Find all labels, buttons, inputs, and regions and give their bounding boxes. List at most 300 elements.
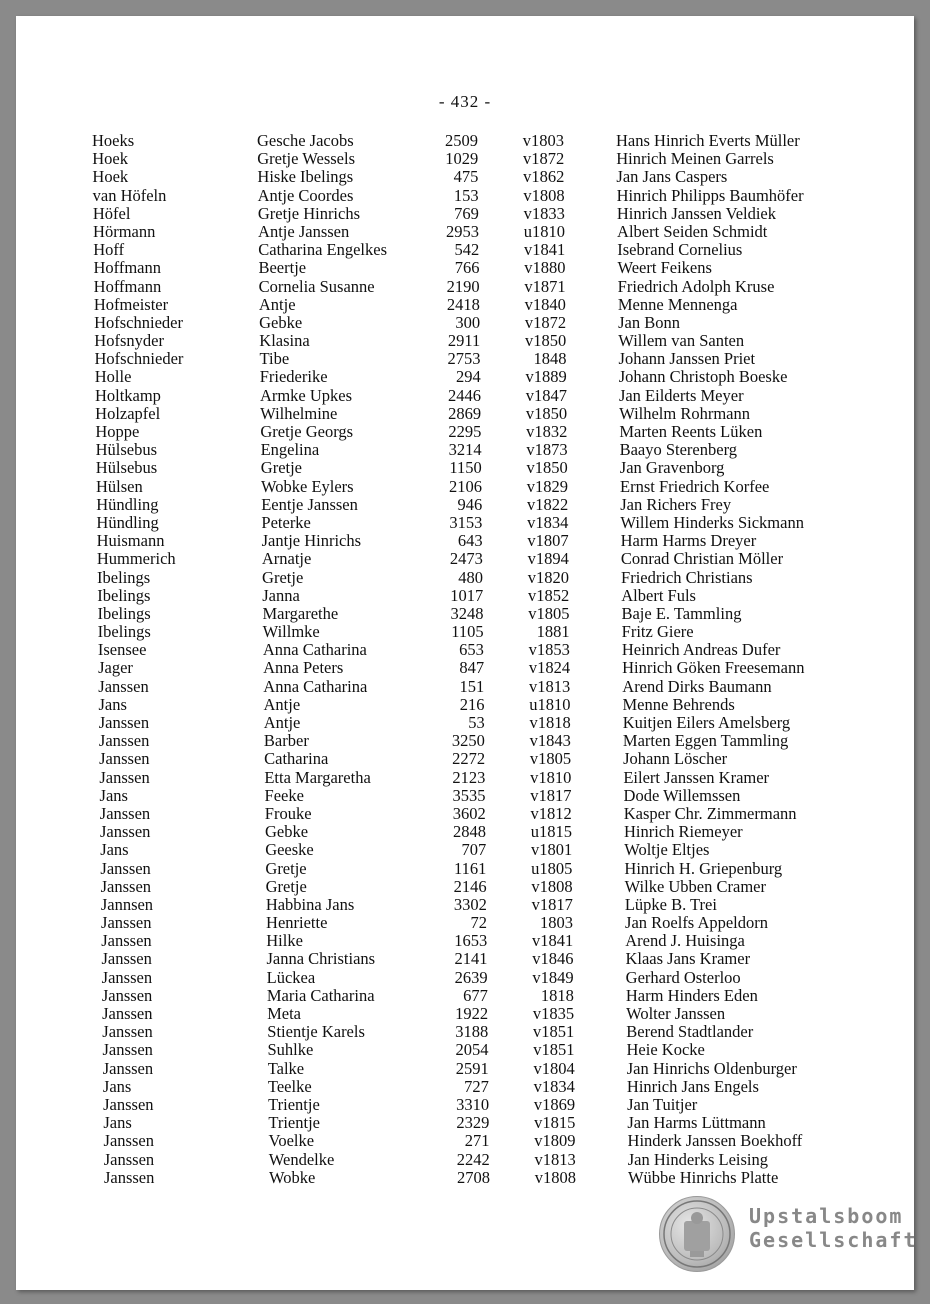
record-spouse: Heinrich Andreas Dufer [621, 640, 781, 660]
record-surname: Janssen [99, 767, 150, 787]
record-row [21, 550, 919, 568]
record-date: 1881 [536, 622, 570, 642]
record-number: 2190 [446, 276, 480, 296]
record-surname: Hündling [96, 512, 159, 532]
record-row [19, 350, 917, 368]
record-number: 1922 [455, 1004, 489, 1023]
record-surname: Janssen [103, 1167, 155, 1187]
record-date: v1852 [528, 585, 570, 605]
record-spouse: Wübbe Hinrichs Platte [627, 1167, 779, 1187]
record-spouse: Hinderk Janssen Boekhoff [627, 1131, 803, 1151]
record-given-name: Catharina [264, 749, 329, 769]
record-spouse: Klaas Jans Kramer [625, 949, 751, 969]
record-surname: Janssen [103, 1131, 154, 1151]
record-number: 653 [459, 640, 484, 660]
record-spouse: Marten Reents Lüken [619, 422, 763, 441]
record-surname: Janssen [99, 822, 151, 842]
record-row [24, 823, 922, 841]
record-date: v1847 [525, 385, 567, 405]
record-row [24, 805, 922, 823]
record-row [22, 623, 920, 641]
record-spouse: Hinrich Jans Engels [626, 1076, 759, 1096]
record-spouse: Hinrich Philipps Baumhöfer [616, 185, 804, 205]
record-number: 2123 [452, 767, 486, 787]
record-date: v1810 [530, 767, 572, 787]
record-row [17, 259, 915, 277]
record-surname: Hündling [96, 494, 159, 514]
record-date: v1824 [528, 658, 571, 678]
record-surname: Holzapfel [95, 403, 161, 423]
record-number: 1017 [450, 585, 484, 605]
record-given-name: Margarethe [262, 603, 339, 623]
record-surname: Ibelings [97, 585, 151, 605]
record-list [16, 132, 914, 1187]
record-row [19, 387, 917, 405]
record-given-name: Teelke [267, 1076, 312, 1096]
record-surname: Hoff [93, 240, 125, 260]
record-surname: Janssen [98, 676, 149, 696]
page-number: - 432 - [438, 92, 492, 111]
record-surname: Isensee [97, 640, 147, 660]
record-row [16, 168, 914, 186]
record-spouse: Kasper Chr. Zimmermann [623, 803, 797, 823]
record-row [18, 314, 916, 332]
record-given-name: Frouke [264, 803, 312, 823]
record-date: v1873 [526, 440, 568, 460]
record-date: v1850 [525, 331, 567, 351]
record-spouse: Marten Eggen Tammling [622, 731, 789, 751]
logo-line-2: Gesellschaft [749, 1228, 918, 1252]
record-date: 1818 [540, 985, 574, 1005]
record-spouse: Hans Hinrich Everts Müller [616, 131, 800, 150]
record-row [19, 423, 917, 441]
record-given-name: Gretje Georgs [260, 422, 354, 441]
record-given-name: Barber [263, 731, 309, 751]
record-row [19, 405, 917, 423]
record-number: 2295 [448, 422, 482, 441]
record-spouse: Jan Jans Caspers [616, 167, 728, 187]
record-row [22, 659, 920, 677]
record-surname: Hoffmann [93, 276, 162, 296]
record-spouse: Hinrich Janssen Veldiek [616, 203, 777, 223]
record-row [23, 750, 921, 768]
record-date: u1805 [531, 858, 573, 878]
record-spouse: Dode Willemssen [623, 785, 741, 805]
record-number: 2146 [453, 876, 487, 896]
record-date: v1815 [534, 1113, 576, 1133]
record-given-name: Etta Margaretha [264, 767, 371, 787]
record-number: 2639 [454, 967, 488, 987]
record-number: 946 [457, 494, 483, 514]
record-spouse: Jan Eilderts Meyer [618, 385, 744, 405]
record-date: v1835 [532, 1004, 575, 1023]
record-number: 53 [468, 713, 485, 732]
record-surname: Holle [94, 367, 132, 387]
record-spouse: Eilert Janssen Kramer [623, 767, 770, 787]
record-given-name: Willmke [262, 622, 320, 642]
record-number: 766 [454, 258, 480, 278]
record-date: v1822 [526, 494, 569, 514]
record-given-name: Antje [263, 694, 301, 714]
record-number: 2106 [448, 476, 482, 496]
record-date: v1843 [529, 731, 571, 751]
record-surname: Janssen [98, 713, 150, 732]
record-surname: Ibelings [97, 622, 151, 642]
record-given-name: Wobke [268, 1167, 316, 1187]
record-spouse: Woltje Eltjes [624, 840, 710, 860]
record-given-name: Armke Upkes [259, 385, 353, 405]
record-number: 2591 [455, 1058, 489, 1078]
record-number: 480 [458, 567, 484, 587]
record-surname: Janssen [100, 876, 152, 896]
record-surname: Ibelings [97, 567, 151, 587]
record-date: v1871 [524, 276, 566, 296]
record-number: 2953 [446, 221, 480, 241]
record-spouse: Baayo Sterenberg [619, 440, 738, 460]
record-given-name: Eentje Janssen [261, 494, 358, 514]
record-number: 2141 [454, 949, 488, 969]
record-number: 294 [455, 367, 481, 387]
record-spouse: Gerhard Osterloo [625, 967, 741, 987]
record-number: 2911 [447, 331, 481, 351]
record-row [27, 1114, 925, 1132]
record-row [17, 241, 915, 259]
record-spouse: Johann Janssen Priet [618, 349, 756, 369]
record-spouse: Jan Bonn [618, 312, 680, 332]
record-surname: Jannsen [100, 894, 154, 914]
record-number: 271 [464, 1131, 490, 1151]
record-given-name: Tibe [259, 349, 290, 369]
record-surname: Jans [99, 785, 128, 805]
record-date: v1812 [530, 803, 572, 823]
record-given-name: Beertje [258, 258, 307, 278]
record-given-name: Antje Coordes [257, 185, 354, 205]
record-row [27, 1096, 925, 1114]
record-number: 1150 [449, 458, 482, 478]
record-spouse: Jan Hinrichs Oldenburger [626, 1058, 797, 1078]
record-date: v1851 [533, 1022, 575, 1042]
record-date: v1833 [523, 203, 565, 223]
record-given-name: Peterke [261, 512, 311, 532]
record-surname: Jans [102, 1076, 132, 1096]
record-number: 1029 [445, 149, 479, 169]
record-date: v1850 [525, 403, 568, 423]
document-page [16, 16, 918, 1290]
record-surname: Hofsnyder [94, 331, 164, 351]
record-spouse: Ernst Friedrich Korfee [619, 476, 770, 496]
record-given-name: Catharina Engelkes [258, 240, 388, 260]
record-row [20, 496, 918, 514]
record-row [21, 587, 919, 605]
record-row [22, 678, 920, 696]
record-number: 3248 [450, 603, 484, 623]
record-given-name: Maria Catharina [266, 985, 375, 1005]
record-given-name: Lückea [266, 967, 316, 987]
record-given-name: Anna Catharina [262, 640, 367, 660]
record-spouse: Friedrich Christians [621, 567, 753, 587]
record-given-name: Hilke [266, 931, 303, 951]
record-surname: Janssen [101, 913, 152, 933]
record-surname: Janssen [101, 949, 152, 969]
record-given-name: Antje [263, 713, 301, 732]
record-surname: Janssen [98, 731, 150, 751]
record-given-name: Henriette [266, 913, 328, 933]
record-surname: Hofschnieder [94, 312, 183, 332]
record-surname: Jans [103, 1113, 132, 1133]
record-row [21, 532, 919, 550]
record-spouse: Menne Behrends [622, 694, 735, 714]
record-date: v1817 [531, 894, 573, 914]
record-surname: Janssen [103, 1094, 154, 1114]
record-row [26, 969, 924, 987]
record-surname: Höfel [92, 203, 131, 223]
record-date: v1807 [527, 531, 569, 551]
record-row [25, 914, 923, 932]
record-spouse: Friedrich Adolph Kruse [617, 276, 775, 296]
record-date: v1840 [524, 294, 566, 314]
record-number: 475 [453, 167, 479, 187]
record-date: v1846 [532, 949, 574, 969]
record-row [23, 696, 921, 714]
record-number: 2272 [452, 749, 486, 769]
record-number: 2418 [446, 294, 480, 314]
record-date: v1808 [534, 1167, 576, 1187]
record-given-name: Gretje Wessels [257, 149, 356, 169]
record-row [28, 1151, 926, 1169]
record-given-name: Anna Peters [263, 658, 344, 678]
record-spouse: Conrad Christian Möller [620, 549, 784, 569]
record-row [26, 987, 924, 1005]
record-given-name: Gebke [264, 822, 309, 842]
record-number: 3602 [452, 803, 486, 823]
record-spouse: Berend Stadtlander [626, 1022, 754, 1042]
record-number: 216 [459, 694, 485, 714]
record-spouse: Arend J. Huisinga [625, 931, 745, 951]
record-row [18, 278, 916, 296]
record-spouse: Hinrich Göken Freesemann [622, 658, 805, 678]
record-number: 2753 [447, 349, 481, 369]
record-spouse: Willem van Santen [618, 331, 745, 351]
record-spouse: Albert Seiden Schmidt [617, 221, 768, 241]
record-date: v1834 [527, 512, 569, 532]
record-date: u1810 [529, 694, 571, 714]
record-row [25, 932, 923, 950]
record-date: v1841 [531, 931, 574, 951]
record-number: 3214 [448, 440, 482, 460]
record-spouse: Jan Tuitjer [627, 1094, 698, 1114]
record-number: 3153 [449, 512, 483, 532]
record-number: 1105 [451, 622, 484, 642]
record-given-name: Cornelia Susanne [258, 276, 375, 296]
record-given-name: Arnatje [261, 549, 312, 569]
record-number: 643 [457, 531, 483, 551]
record-spouse: Fritz Giere [621, 622, 694, 642]
record-spouse: Kuitjen Eilers Amelsberg [622, 713, 791, 732]
record-spouse: Harm Harms Dreyer [620, 531, 757, 551]
record-given-name: Talke [267, 1058, 305, 1078]
record-date: v1817 [530, 785, 572, 805]
record-number: 1653 [454, 931, 488, 951]
record-surname: van Höfeln [92, 185, 167, 205]
record-given-name: Wobke Eylers [260, 476, 354, 496]
record-spouse: Menne Mennenga [617, 294, 738, 314]
record-number: 1161 [454, 858, 487, 878]
record-row [21, 605, 919, 623]
record-surname: Hofmeister [93, 294, 169, 314]
record-row [25, 896, 923, 914]
record-surname: Ibelings [97, 603, 151, 623]
record-surname: Hoppe [95, 422, 140, 441]
record-surname: Janssen [102, 1004, 153, 1023]
record-given-name: Wendelke [268, 1149, 335, 1169]
record-given-name: Gretje [260, 458, 303, 478]
record-spouse: Weert Feikens [617, 258, 712, 278]
record-surname: Huismann [96, 531, 165, 551]
record-given-name: Trientje [268, 1113, 320, 1133]
record-surname: Jans [100, 840, 129, 860]
record-row [24, 841, 922, 859]
record-date: v1849 [532, 967, 574, 987]
record-number: 2708 [456, 1167, 490, 1187]
record-spouse: Jan Roelfs Appeldorn [625, 913, 769, 933]
record-given-name: Gesche Jacobs [257, 131, 354, 150]
record-number: 3310 [456, 1094, 490, 1114]
record-given-name: Jantje Hinrichs [261, 531, 362, 551]
record-date: u1815 [530, 822, 572, 842]
record-date: v1809 [534, 1131, 576, 1151]
record-date: v1829 [526, 476, 568, 496]
record-spouse: Jan Gravenborg [619, 458, 725, 478]
record-number: 3302 [453, 894, 487, 914]
record-date: v1805 [529, 749, 572, 769]
record-date: v1832 [526, 422, 568, 441]
record-given-name: Engelina [260, 440, 320, 460]
record-row [28, 1169, 926, 1187]
record-surname: Janssen [100, 858, 151, 878]
record-date: v1804 [533, 1058, 575, 1078]
record-surname: Janssen [101, 967, 153, 987]
record-date: v1803 [522, 131, 564, 150]
record-given-name: Janna Christians [266, 949, 376, 969]
record-spouse: Albert Fuls [621, 585, 696, 605]
record-row [27, 1060, 925, 1078]
record-surname: Jager [98, 658, 133, 678]
record-date: v1851 [533, 1040, 575, 1060]
record-row [19, 368, 917, 386]
record-date: v1801 [530, 840, 573, 860]
record-spouse: Jan Harms Lüttmann [627, 1113, 766, 1133]
record-date: v1850 [526, 458, 568, 478]
record-spouse: Jan Richers Frey [620, 494, 732, 514]
record-number: 2329 [456, 1113, 490, 1133]
record-row [20, 459, 918, 477]
record-row [26, 1005, 924, 1023]
record-date: v1853 [528, 640, 570, 660]
record-row [25, 878, 923, 896]
record-surname: Hoeks [92, 131, 135, 150]
record-spouse: Johann Löscher [623, 749, 728, 769]
record-number: 3188 [455, 1022, 489, 1042]
record-date: v1872 [522, 149, 565, 169]
record-date: v1880 [524, 258, 566, 278]
record-surname: Hörmann [93, 221, 156, 241]
record-given-name: Antje [258, 294, 296, 314]
record-spouse: Jan Hinderks Leising [627, 1149, 768, 1169]
record-number: 2869 [448, 403, 482, 423]
record-surname: Janssen [103, 1149, 155, 1169]
record-surname: Hülsebus [95, 440, 157, 460]
record-given-name: Gretje Hinrichs [257, 203, 361, 223]
record-given-name: Wilhelmine [260, 403, 338, 423]
record-number: 300 [455, 312, 481, 332]
record-date: u1810 [523, 221, 566, 241]
record-spouse: Harm Hinders Eden [625, 985, 758, 1005]
record-number: 151 [459, 676, 485, 696]
record-row [20, 514, 918, 532]
record-row [27, 1041, 925, 1059]
record-given-name: Suhlke [267, 1040, 314, 1060]
record-number: 2446 [447, 385, 481, 405]
record-surname: Janssen [102, 1040, 153, 1060]
record-number: 2848 [452, 822, 486, 842]
record-number: 727 [464, 1076, 489, 1096]
record-given-name: Gretje [265, 858, 307, 878]
record-given-name: Feeke [264, 785, 304, 805]
record-given-name: Geeske [265, 840, 314, 860]
record-spouse: Arend Dirks Baumann [622, 676, 772, 696]
record-date: 1803 [540, 913, 574, 933]
record-surname: Janssen [99, 749, 150, 769]
record-date: v1841 [524, 240, 566, 260]
record-date: v1889 [525, 367, 567, 387]
record-row [28, 1132, 926, 1150]
record-row [26, 1023, 924, 1041]
record-given-name: Anna Catharina [263, 676, 368, 696]
record-row [17, 205, 915, 223]
record-given-name: Klasina [259, 331, 310, 351]
record-number: 2509 [445, 131, 478, 150]
record-spouse: Isebrand Cornelius [617, 240, 743, 260]
record-row [17, 187, 915, 205]
record-given-name: Gebke [259, 312, 303, 332]
record-spouse: Johann Christoph Boeske [618, 367, 788, 387]
record-date: v1808 [523, 185, 565, 205]
record-row [17, 223, 915, 241]
record-surname: Hoffmann [93, 258, 161, 278]
record-row [20, 478, 918, 496]
record-given-name: Janna [262, 585, 300, 605]
record-surname: Janssen [102, 1022, 153, 1042]
record-spouse: Wilke Ubben Cramer [624, 876, 766, 896]
record-given-name: Trientje [268, 1094, 320, 1114]
record-number: 542 [454, 240, 480, 260]
logo-line-1: Upstalsboom [749, 1204, 904, 1228]
record-given-name: Gretje [262, 567, 304, 587]
record-spouse: Hinrich Riemeyer [623, 822, 743, 842]
record-date: v1813 [534, 1149, 576, 1169]
record-given-name: Habbina Jans [265, 894, 355, 914]
record-date: v1813 [529, 676, 571, 696]
record-spouse: Wilhelm Rohrmann [619, 403, 751, 423]
record-date: v1862 [523, 167, 565, 187]
record-surname: Hülsen [95, 476, 143, 496]
record-surname: Janssen [101, 931, 152, 951]
publisher-logo [659, 1196, 918, 1280]
record-spouse: Heie Kocke [626, 1040, 705, 1060]
record-spouse: Wolter Janssen [626, 1004, 726, 1023]
record-row [27, 1078, 925, 1096]
record-row [22, 641, 920, 659]
